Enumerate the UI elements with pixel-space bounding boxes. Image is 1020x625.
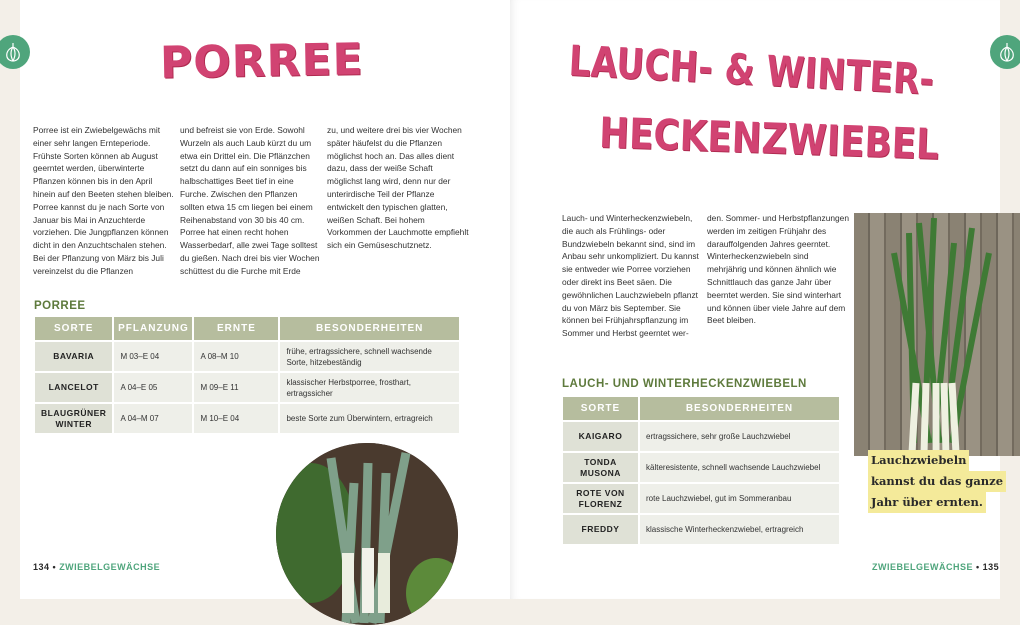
column-header: SORTE [34,316,113,341]
onion-icon [990,35,1020,69]
table-row [562,483,840,514]
cell: beste Sorte zum Überwintern, ertragreich [279,403,460,434]
body-column-1: Porree ist ein Zwiebelgewächs mit einer sehr langen Ernteperiode. Frühste Sorten können ab August geerntet werden, überwinterte Pflanzen können bis in den April hinein auf den Beeten stehen bleiben. Porree kannst du je nach Sorte von Januar bis Mai in Anzuchterde vorziehen. Die Jungpflanzen können dicht in den Anzuchtschalen stehen. Bei der Pflanzung von März bis Juli vereinzelst du die Pflanzen [33,125,174,276]
table-title: PORREE [34,300,86,312]
cell: M 03–E 04 [113,341,193,372]
cell-variety: LANCELOT [34,372,113,403]
body-column-1: Lauch- und Winterheckenzwiebeln, die auch als Frühlings- oder Bundzwiebeln bekannt sind, sind im Anbau sehr unkompliziert. Du kannst sie entweder wie Porree vorziehen oder direkt ins Beet säen. Die gewöhnlichen Lauchzwiebeln pflanzt du von März bis September. Sie können bei Frühjahrspflanzung im Sommer und Herbst geerntet wer- [562,213,699,339]
table-row [562,421,840,452]
cell-variety: BAVARIA [34,341,113,372]
cell: frühe, ertragssichere, schnell wachsende Sorte, hitzebeständig [279,341,460,372]
body-column-2: den. Sommer- und Herbstpflanzungen werden im zeitigen Frühjahr des darauffolgenden Jahres geerntet. Winterheckenzwiebeln sind mehrjährig und können ähnlich wie Schnittlauch das ganze Jahr über beerntet werden. Sie sind winterhart und können über viele Jahre auf dem Beet bleiben. [707,213,849,326]
cell: M 09–E 11 [193,372,279,403]
table-row [562,452,840,483]
cell-variety: TONDA MUSONA [562,452,639,483]
column-header: PFLANZUNG [113,316,193,341]
page-title-line-1: LAUCH- & WINTER- [567,36,936,105]
table-row [34,372,460,403]
scallion-photo [854,213,1020,456]
page-number: 134 [33,562,50,572]
section-name: ZWIEBELGEWÄCHSE [872,562,973,572]
cell-variety: ROTE VON FLORENZ [562,483,639,514]
cell: A 04–E 05 [113,372,193,403]
column-header: BESONDERHEITEN [639,396,840,421]
cell: ertragssichere, sehr große Lauchzwiebel [639,421,840,452]
caption-line: kannst du das ganze [868,471,1006,492]
caption-line: Jahr über ernten. [868,492,986,513]
cell: klassischer Herbstporree, frosthart, ertragssicher [279,372,460,403]
table-row [34,403,460,434]
table-header-row [562,396,840,421]
cell-variety: BLAUGRÜNER WINTER [34,403,113,434]
table-row [34,341,460,372]
cell: A 08–M 10 [193,341,279,372]
cell: kälteresistente, schnell wachsende Lauchzwiebel [639,452,840,483]
table-row [562,514,840,545]
page-number: 135 [982,562,1000,572]
table-header-row [34,316,460,341]
cell: M 10–E 04 [193,403,279,434]
body-column-2: und befreist sie von Erde. Sowohl Wurzeln als auch Laub kürzt du um etwa ein Drittel ein. Die Pflänzchen setzt du dann auf ein sonniges bis halbschattiges Beet tief in eine Furche. Zwischen den Pflanzen sollten etwa 15 cm liegen bei einem Reihenabstand von 30 bis 40 cm. Porree hat einen recht hohen Wasserbedarf, alle zwei Tage solltest du gießen. Nach drei bis vier Wochen schüttest du die Furche mit Erde [180,125,320,276]
column-header: ERNTE [193,316,279,341]
cell: rote Lauchzwiebel, gut im Sommeranbau [639,483,840,514]
column-header: BESONDERHEITEN [279,316,460,341]
page-footer-right: ZWIEBELGEWÄCHSE • 135 [872,562,1000,572]
lauchzwiebel-table [561,395,841,546]
body-column-3: zu, und weitere drei bis vier Wochen später häufelst du die Pflanzen möglichst hoch an. Das alles dient dazu, dass der weiße Schaft möglichst lang wird, denn nur der unterirdische Teil der Pflanze entwickelt den typischen glatten, weißen Schaft. Bei hohem Vorkommen der Lauchmotte empfiehlt sich ein Gemüseschutznetz. [327,125,469,251]
cell-variety: KAIGARO [562,421,639,452]
cell: klassische Winterheckenzwiebel, ertragreich [639,514,840,545]
page-title: PORREE [159,34,364,89]
cell: A 04–M 07 [113,403,193,434]
porree-table [33,315,461,435]
table-title: LAUCH- UND WINTERHECKENZWIEBELN [562,378,807,390]
column-header: SORTE [562,396,639,421]
page-title-line-2: HECKENZWIEBEL [598,108,940,169]
section-name: ZWIEBELGEWÄCHSE [59,562,161,572]
photo-caption [868,450,1006,513]
caption-line: Lauchzwiebeln [868,450,969,471]
page-footer-left: 134 • ZWIEBELGEWÄCHSE [33,562,161,572]
leek-photo [276,443,458,625]
cell-variety: FREDDY [562,514,639,545]
